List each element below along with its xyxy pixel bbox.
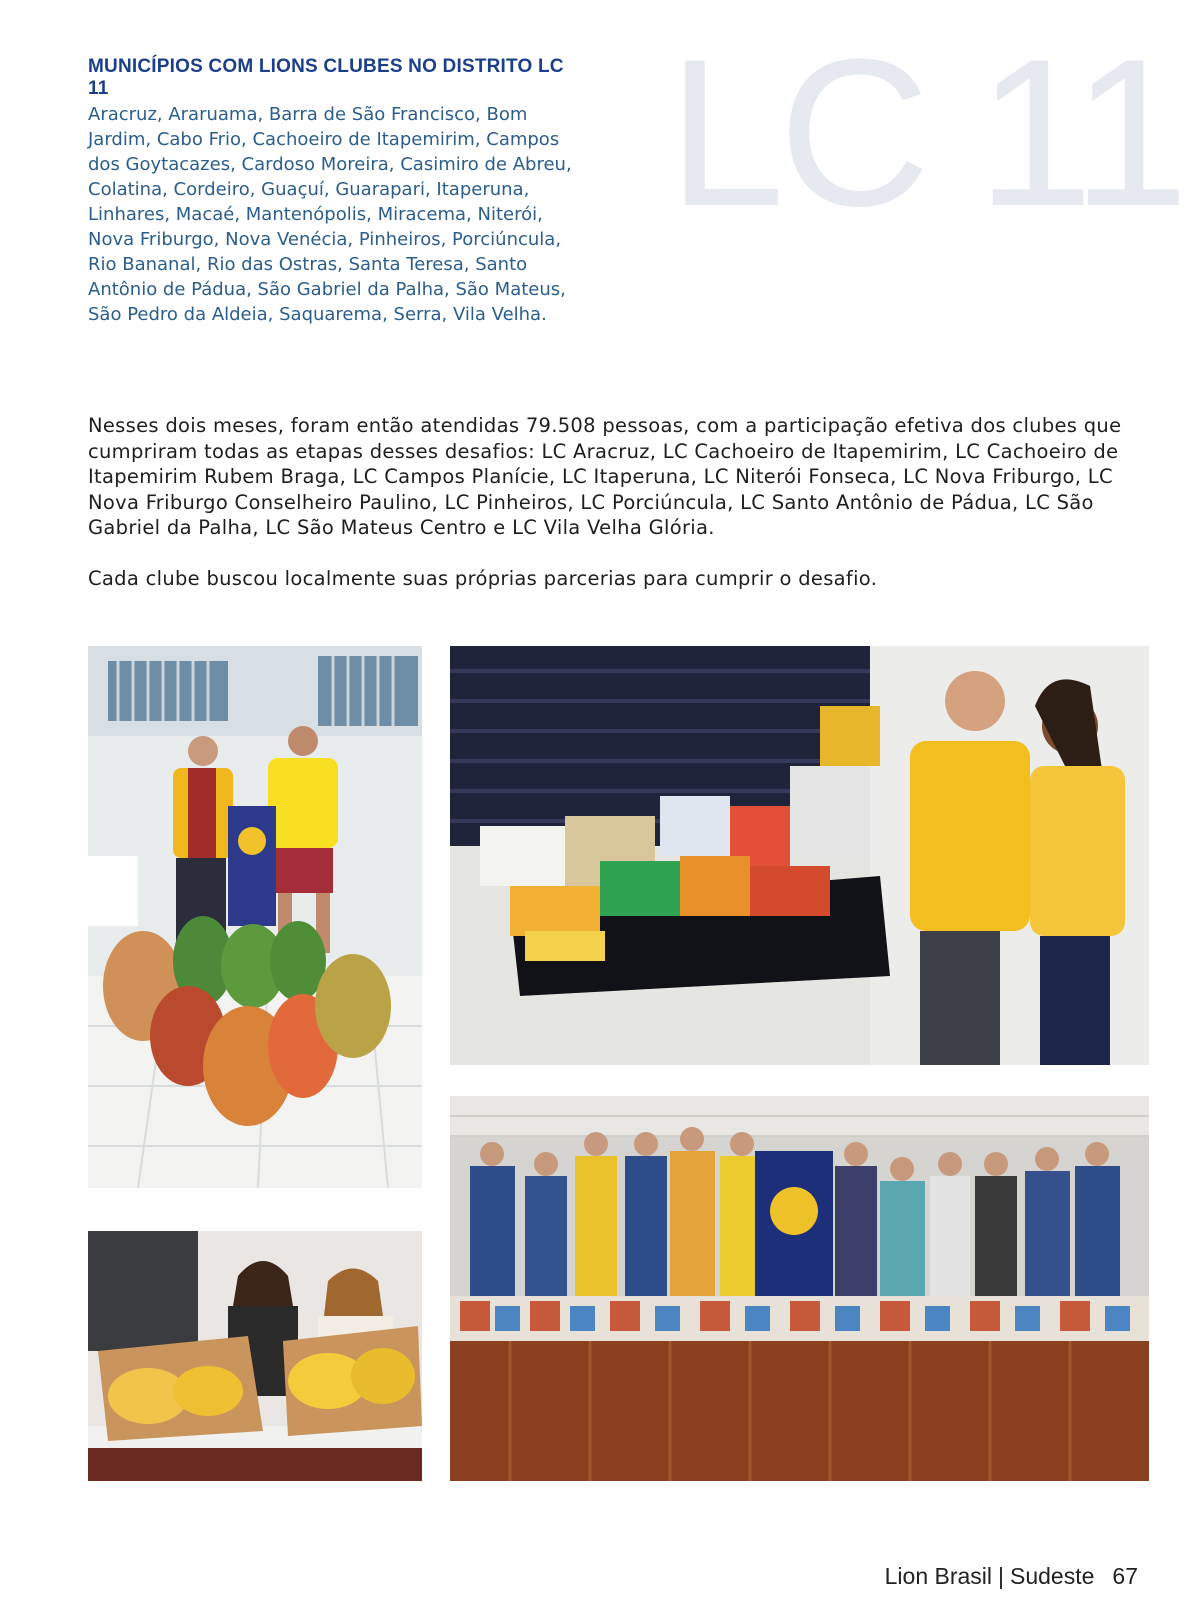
article-paragraph: Cada clube buscou localmente suas próprias parcerias para cumprir o desafio.	[88, 566, 878, 590]
municipalities-line: Colatina, Cordeiro, Guaçuí, Guarapari, Itaperuna,	[88, 179, 530, 200]
article-line: cumpriram todas as etapas desses desafios: LC Aracruz, LC Cachoeiro de Itapemirim, LC Cachoeiro de	[88, 439, 1119, 463]
article-line: Nesses dois meses, foram então atendidas 79.508 pessoas, com a participação efetiva dos clubes que	[88, 414, 1122, 437]
district-watermark: LC 11	[668, 15, 1183, 250]
municipalities-line: São Pedro da Aldeia, Saquarema, Serra, Vila Velha.	[88, 304, 547, 325]
article-body	[88, 413, 1123, 591]
footer-separator: |	[998, 1563, 1004, 1589]
article-line: Gabriel da Palha, LC São Mateus Centro e LC Vila Velha Glória.	[88, 516, 715, 539]
section-name: Sudeste	[1010, 1563, 1095, 1589]
municipalities-line: Nova Friburgo, Nova Venécia, Pinheiros, Porciúncula,	[88, 229, 562, 250]
municipalities-line: dos Goytacazes, Cardoso Moreira, Casimiro de Abreu,	[88, 154, 572, 175]
photo-grocery-donation	[450, 646, 1149, 1065]
publication-name: Lion Brasil	[884, 1563, 993, 1589]
photo-vegetable-donation	[88, 646, 422, 1188]
photo-group-baskets	[450, 1096, 1149, 1481]
municipalities-line: Aracruz, Araruama, Barra de São Francisco, Bom	[88, 104, 528, 125]
municipalities-line: Antônio de Pádua, São Gabriel da Palha, São Mateus,	[88, 279, 566, 300]
article-paragraph	[88, 413, 1123, 541]
municipalities-line: Rio Bananal, Rio das Ostras, Santa Teresa, Santo	[88, 254, 528, 275]
page-number: 67	[1112, 1563, 1138, 1589]
municipalities-line: Linhares, Macaé, Mantenópolis, Miracema, Niterói,	[88, 204, 543, 225]
municipalities-line: Jardim, Cabo Frio, Cachoeiro de Itapemirim, Campos	[88, 129, 560, 150]
article-line: Nova Friburgo Conselheiro Paulino, LC Pinheiros, LC Porciúncula, LC Santo Antônio de Pádua, LC São	[88, 490, 1094, 514]
photo-banana-donation	[88, 1231, 422, 1481]
article-line: Itapemirim Rubem Braga, LC Campos Planície, LC Itaperuna, LC Niterói Fonseca, LC Nova Friburgo, LC	[88, 465, 1113, 488]
municipalities-box	[88, 56, 588, 327]
municipalities-heading: MUNICÍPIOS COM LIONS CLUBES NO DISTRITO LC 11	[88, 56, 564, 99]
municipalities-list	[88, 102, 588, 327]
page-footer	[885, 1563, 1138, 1590]
